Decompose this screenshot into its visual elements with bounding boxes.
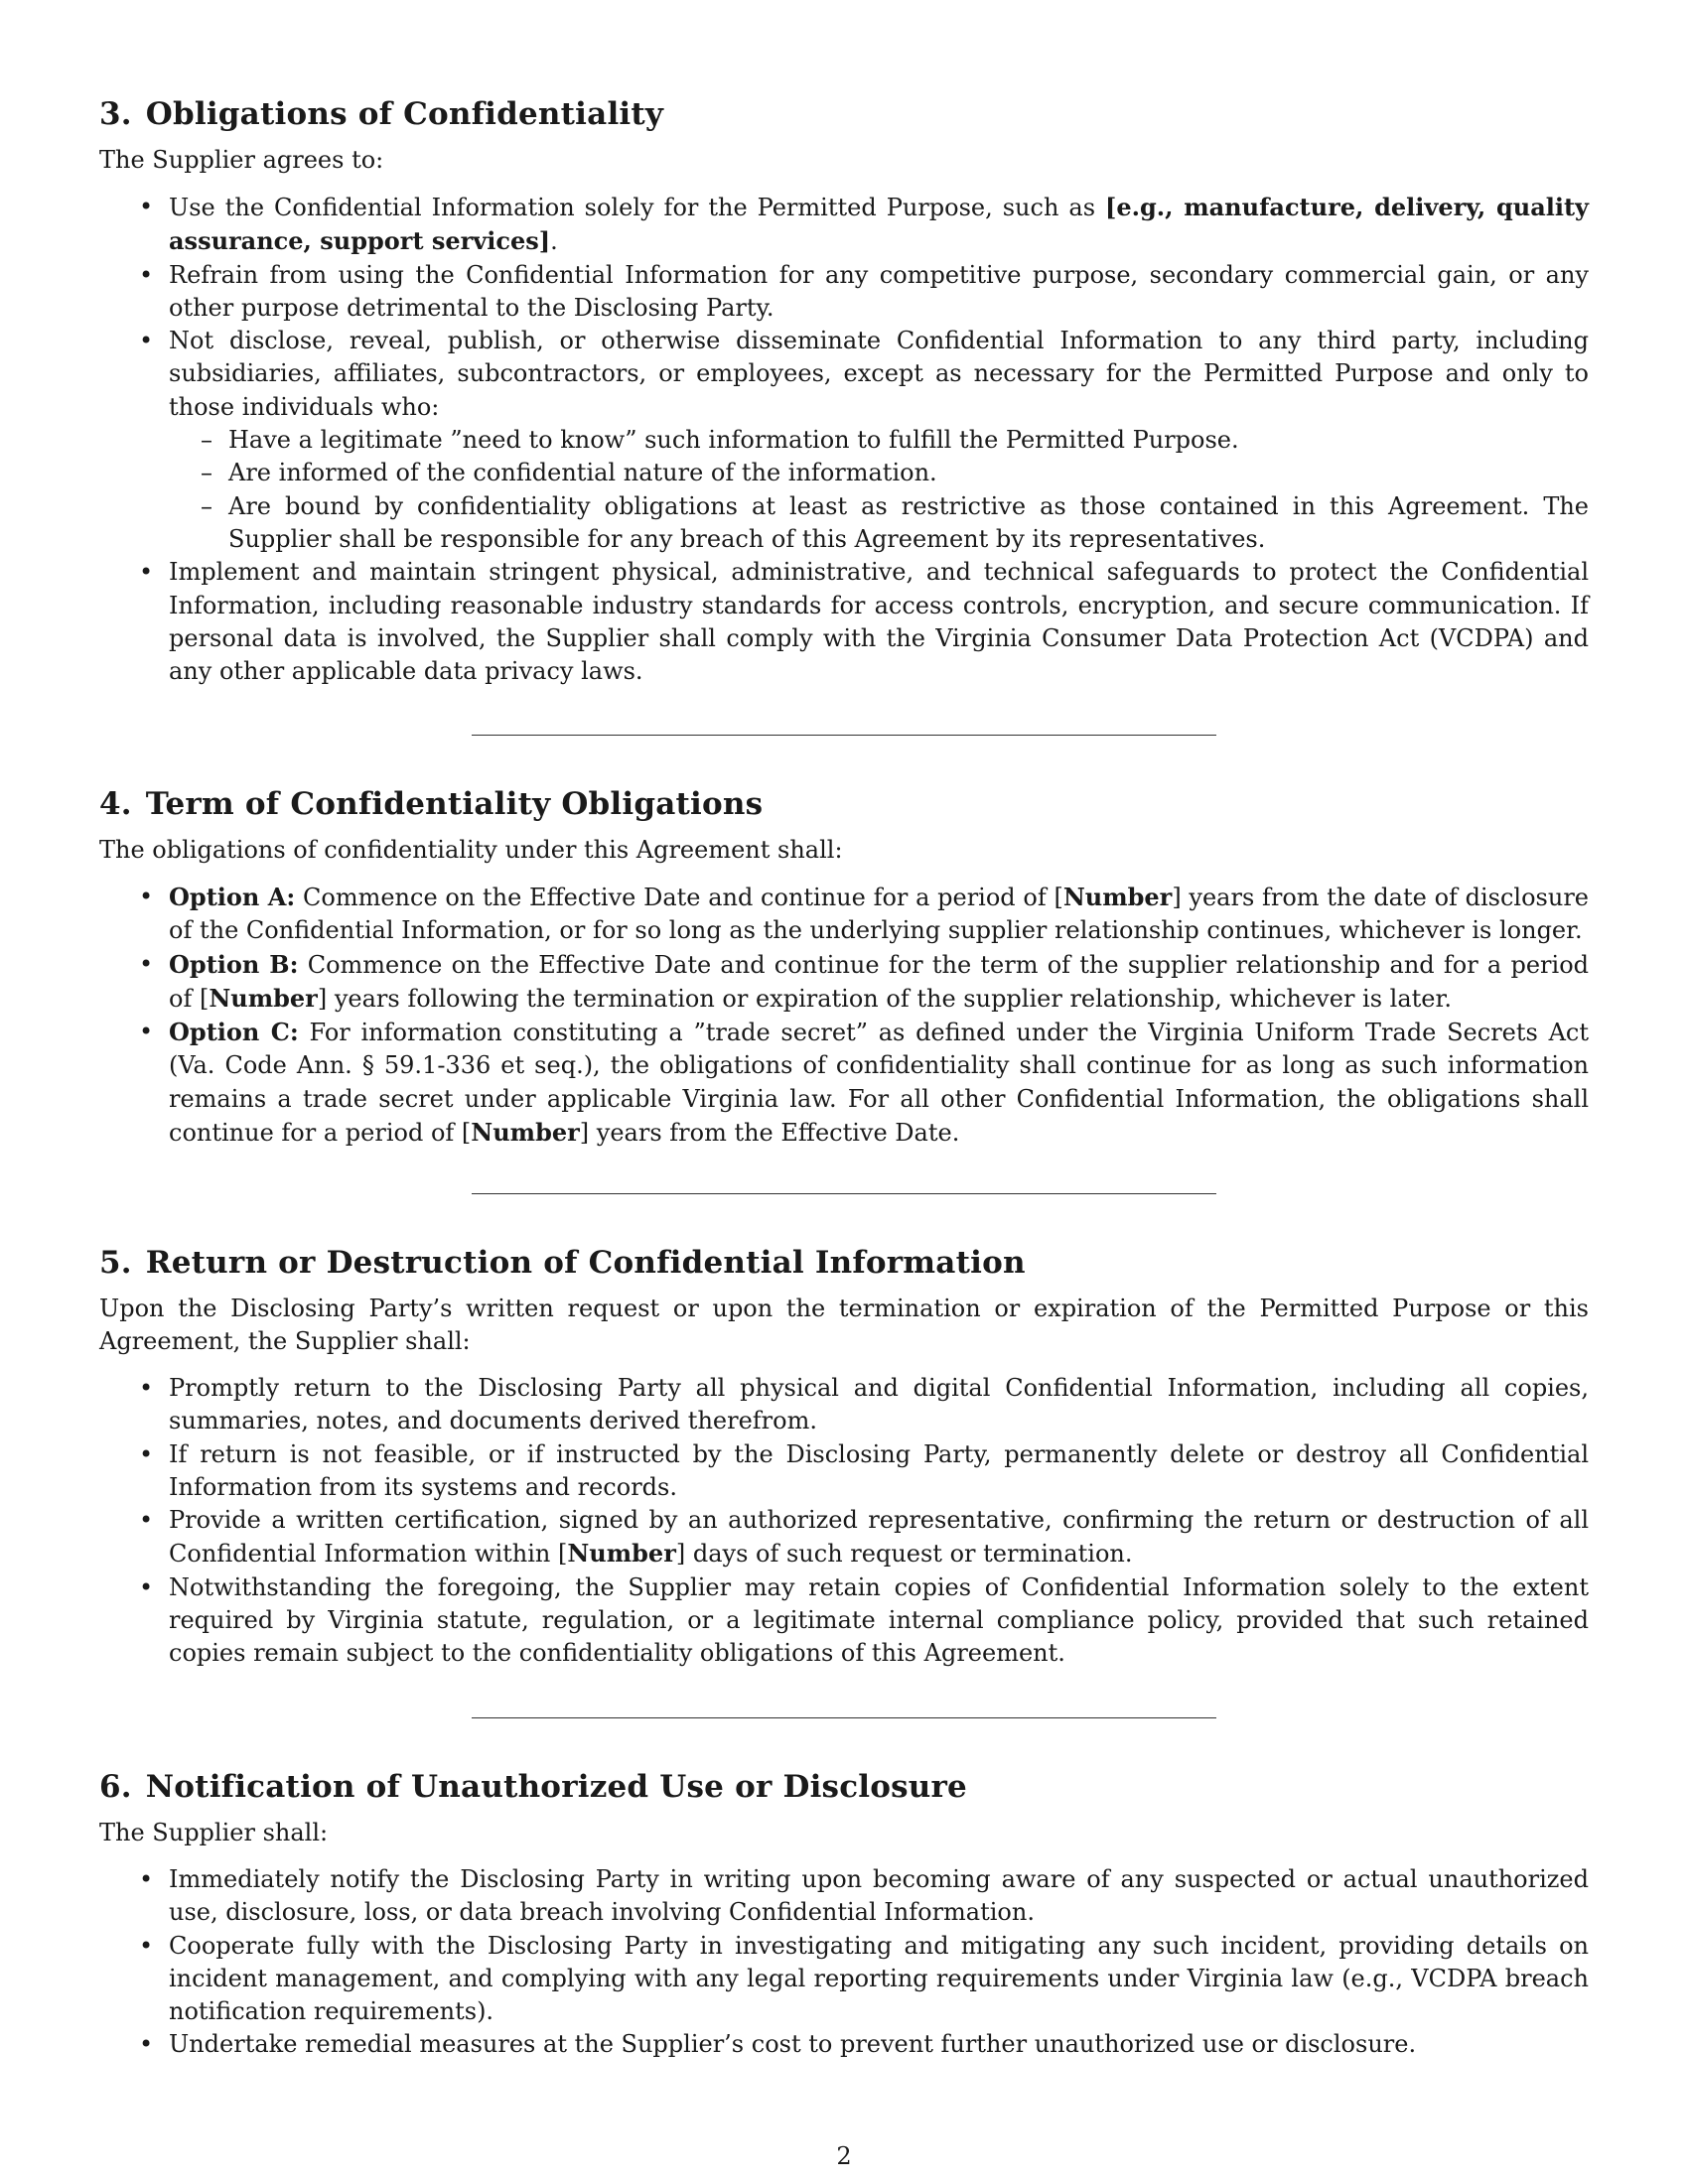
sub-list-item: – Are informed of the confidential nature of the information. <box>169 457 1589 489</box>
section-heading: 6. Notification of Unauthorized Use or Disclosure <box>99 1769 967 1805</box>
sub-list-item: – Have a legitimate ”need to know” such information to fulfill the Permitted Purpose. <box>169 424 1589 457</box>
section-divider <box>472 1717 1216 1718</box>
list-item: • Not disclose, reveal, publish, or otherwise disseminate Confidential Information to any third party, including subsidiaries, affiliates, subcontractors, or employees, except as necessary for the Permitted Purpose and only to those individuals who: – Have a legitimate ”need to know” such information to fulfill the Permitted Purpose. – Are informed of the confidential nature of the information. – Are bound by confidentiality obligations at least as restrictive as those contained in this Agreement. The Supplier shall be responsible for any breach of this Agreement by its representatives. <box>99 325 1589 556</box>
sub-list <box>169 424 1589 556</box>
bullet-list <box>99 881 1589 1150</box>
section-heading: 5. Return or Destruction of Confidential Information <box>99 1245 1026 1281</box>
list-item: • Promptly return to the Disclosing Party all physical and digital Confidential Information, including all copies, summaries, notes, and documents derived therefrom. <box>99 1372 1589 1438</box>
list-item: • Refrain from using the Confidential Information for any competitive purpose, secondary commercial gain, or any other purpose detrimental to the Disclosing Party. <box>99 259 1589 326</box>
list-item: • Notwithstanding the foregoing, the Supplier may retain copies of Confidential Information solely to the extent required by Virginia statute, regulation, or a legitimate internal compliance policy, provided that such retained copies remain subject to the confidentiality obligations of this Agreement. <box>99 1571 1589 1671</box>
section-divider <box>472 1193 1216 1194</box>
section-heading: 4. Term of Confidentiality Obligations <box>99 786 764 822</box>
list-item: • Use the Confidential Information solely for the Permitted Purpose, such as [e.g., manufacture, delivery, quality assurance, support services]. <box>99 191 1589 259</box>
section-5 <box>99 1243 1589 1671</box>
list-item: • Undertake remedial measures at the Supplier’s cost to prevent further unauthorized use or disclosure. <box>99 2028 1589 2061</box>
bullet-list <box>99 1863 1589 2062</box>
list-item: • Option A: Commence on the Effective Date and continue for a period of [Number] years from the date of disclosure of the Confidential Information, or for so long as the underlying supplier relationship continues, whichever is longer. <box>99 881 1589 948</box>
list-item: • Cooperate fully with the Disclosing Party in investigating and mitigating any such incident, providing details on incident management, and complying with any legal reporting requirements under Virginia law (e.g., VCDPA breach notification requirements). <box>99 1930 1589 2029</box>
bullet-list <box>99 191 1589 688</box>
section-6 <box>99 1767 1589 2062</box>
section-lead: Upon the Disclosing Party’s written request or upon the termination or expiration of the Permitted Purpose or this Agreement, the Supplier shall: <box>99 1295 1589 1355</box>
section-lead: The obligations of confidentiality under this Agreement shall: <box>99 836 843 864</box>
bullet-list <box>99 1372 1589 1671</box>
list-item: • Provide a written certification, signed by an authorized representative, confirming the return or destruction of all Confidential Information within [Number] days of such request or termination. <box>99 1504 1589 1571</box>
list-item: • Immediately notify the Disclosing Party in writing upon becoming aware of any suspected or actual unauthorized use, disclosure, loss, or data breach involving Confidential Information. <box>99 1863 1589 1930</box>
list-item: • If return is not feasible, or if instructed by the Disclosing Party, permanently delete or destroy all Confidential Information from its systems and records. <box>99 1438 1589 1505</box>
section-lead: The Supplier agrees to: <box>99 146 384 174</box>
section-heading: 3. Obligations of Confidentiality <box>99 96 664 132</box>
list-item: • Implement and maintain stringent physical, administrative, and technical safeguards to protect the Confidential Information, including reasonable industry standards for access controls, encryption, and secure communication. If personal data is involved, the Supplier shall comply with the Virginia Consumer Data Protection Act (VCDPA) and any other applicable data privacy laws. <box>99 556 1589 688</box>
section-lead: The Supplier shall: <box>99 1819 329 1846</box>
section-4 <box>99 784 1589 1150</box>
sub-list-item: – Are bound by confidentiality obligations at least as restrictive as those contained in this Agreement. The Supplier shall be responsible for any breach of this Agreement by its representatives. <box>169 490 1589 557</box>
list-item: • Option B: Commence on the Effective Date and continue for the term of the supplier relationship and for a period of [Number] years following the termination or expiration of the supplier relationship, whichever is later. <box>99 948 1589 1017</box>
section-3 <box>99 94 1589 688</box>
list-item: • Option C: For information constituting a ”trade secret” as defined under the Virginia Uniform Trade Secrets Act (Va. Code Ann. § 59.1-336 et seq.), the obligations of confidentiality shall continue for as long as such information remains a trade secret under applicable Virginia law. For all other Confidential Information, the obligations shall continue for a period of [Number] years from the Effective Date. <box>99 1016 1589 1150</box>
page-number: 2 <box>836 2142 852 2170</box>
section-divider <box>472 735 1216 736</box>
